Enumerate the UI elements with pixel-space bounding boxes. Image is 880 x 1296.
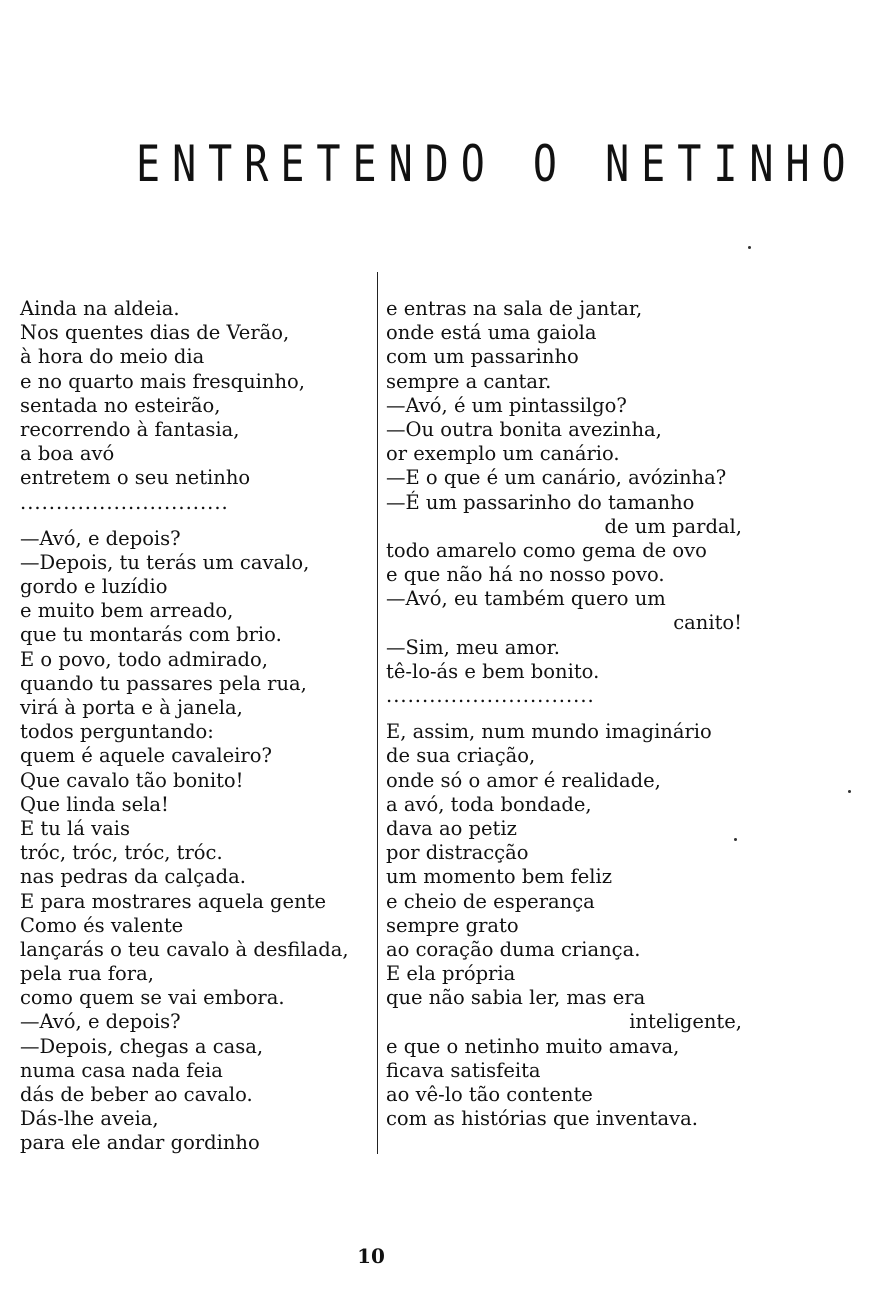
poem-line: —Ou outra bonita avezinha, xyxy=(386,417,662,441)
poem-line: como quem se vai embora. xyxy=(20,986,285,1010)
poem-left-column xyxy=(20,297,372,1156)
poem-line: e entras na sala de jantar, xyxy=(386,297,643,320)
poem-line: —E o que é um canário, avózinha? xyxy=(386,466,727,490)
poem-line: tróc, tróc, tróc, tróc. xyxy=(20,841,223,865)
print-speck xyxy=(848,790,851,793)
poem-line: e muito bem arreado, xyxy=(20,599,234,623)
page-title: ENTRETENDO O NETINHO xyxy=(136,136,858,194)
poem-line: quando tu passares pela rua, xyxy=(20,671,307,695)
poem-line: à hora do meio dia xyxy=(20,345,205,369)
dotted-separator: ............................. xyxy=(20,490,229,514)
poem-line: e cheio de esperança xyxy=(386,889,595,913)
poem-line: um momento bem feliz xyxy=(386,865,613,889)
poem-line: por distracção xyxy=(386,841,529,865)
poem-line: sempre grato xyxy=(386,913,519,937)
poem-line: ao coração duma criança. xyxy=(386,937,641,961)
poem-line: sempre a cantar. xyxy=(386,369,552,393)
poem-line: —Avó, e depois? xyxy=(20,1010,181,1034)
poem-line: E para mostrares aquela gente xyxy=(20,889,327,913)
poem-line: E, assim, num mundo imaginário xyxy=(386,720,712,744)
poem-line: Que linda sela! xyxy=(20,792,169,816)
stanza-gap xyxy=(386,708,746,720)
poem-line: com as histórias que inventava. xyxy=(386,1107,698,1131)
poem-line: e que não há no nosso povo. xyxy=(386,563,665,587)
poem-line: de sua criação, xyxy=(386,744,536,768)
poem-line: canito! xyxy=(673,611,742,635)
poem-line: e no quarto mais fresquinho, xyxy=(20,369,305,393)
poem-line: —Depois, chegas a casa, xyxy=(20,1034,264,1058)
poem-line: Dás-lhe aveia, xyxy=(20,1107,159,1131)
poem-right-column xyxy=(386,297,746,1131)
poem-line: —Depois, tu terás um cavalo, xyxy=(20,550,310,574)
poem-line: —É um passarinho do tamanho xyxy=(386,490,695,514)
column-divider xyxy=(377,272,378,1154)
poem-line: de um pardal, xyxy=(604,514,742,538)
print-speck xyxy=(748,246,751,249)
poem-line: —Sim, meu amor. xyxy=(386,635,561,659)
poem-line: ficava satisfeita xyxy=(386,1058,541,1082)
poem-line: numa casa nada feia xyxy=(20,1058,223,1082)
poem-line: todos perguntando: xyxy=(20,720,214,744)
poem-line: Ainda na aldeia. xyxy=(20,297,180,320)
poem-line: —Avó, eu também quero um xyxy=(386,587,666,611)
poem-line: pela rua fora, xyxy=(20,962,154,986)
stanza-gap xyxy=(20,515,372,527)
poem-line: onde só o amor é realidade, xyxy=(386,768,661,792)
poem-line: e que o netinho muito amava, xyxy=(386,1034,680,1058)
poem-line: —Avó, e depois? xyxy=(20,526,181,550)
poem-line: Como és valente xyxy=(20,913,184,937)
poem-line: para ele andar gordinho xyxy=(20,1131,260,1155)
poem-line: dás de beber ao cavalo. xyxy=(20,1083,253,1106)
poem-line: dava ao petiz xyxy=(386,816,517,840)
poem-line: or exemplo um canário. xyxy=(386,442,620,466)
poem-line: sentada no esteirão, xyxy=(20,393,221,417)
poem-line: quem é aquele cavaleiro? xyxy=(20,744,272,768)
poem-line: E o povo, todo admirado, xyxy=(20,647,268,671)
poem-line: ao vê-lo tão contente xyxy=(386,1083,593,1106)
dotted-separator: ............................. xyxy=(386,684,595,707)
poem-line: —Avó, é um pintassilgo? xyxy=(386,393,627,417)
print-speck xyxy=(734,838,737,841)
poem-line: Nos quentes dias de Verão, xyxy=(20,321,290,345)
poem-line: que não sabia ler, mas era xyxy=(386,986,646,1010)
poem-line: que tu montarás com brio. xyxy=(20,623,282,647)
poem-line: a boa avó xyxy=(20,442,115,466)
poem-line: todo amarelo como gema de ovo xyxy=(386,538,707,562)
poem-line: nas pedras da calçada. xyxy=(20,865,246,889)
poem-line: E tu lá vais xyxy=(20,816,130,840)
poem-line: com um passarinho xyxy=(386,345,579,369)
poem-line: a avó, toda bondade, xyxy=(386,792,592,816)
poem-line: Que cavalo tão bonito! xyxy=(20,768,244,792)
poem-line: tê-lo-ás e bem bonito. xyxy=(386,659,600,683)
poem-line: onde está uma gaiola xyxy=(386,321,597,345)
poem-line: gordo e luzídio xyxy=(20,575,168,599)
poem-line: E ela própria xyxy=(386,962,516,986)
poem-line: virá à porta e à janela, xyxy=(20,696,243,719)
page-number: 10 xyxy=(357,1244,385,1268)
poem-line: inteligente, xyxy=(629,1010,742,1034)
poem-line: entretem o seu netinho xyxy=(20,466,251,490)
poem-line: lançarás o teu cavalo à desfilada, xyxy=(20,937,349,961)
poem-line: recorrendo à fantasia, xyxy=(20,417,240,441)
